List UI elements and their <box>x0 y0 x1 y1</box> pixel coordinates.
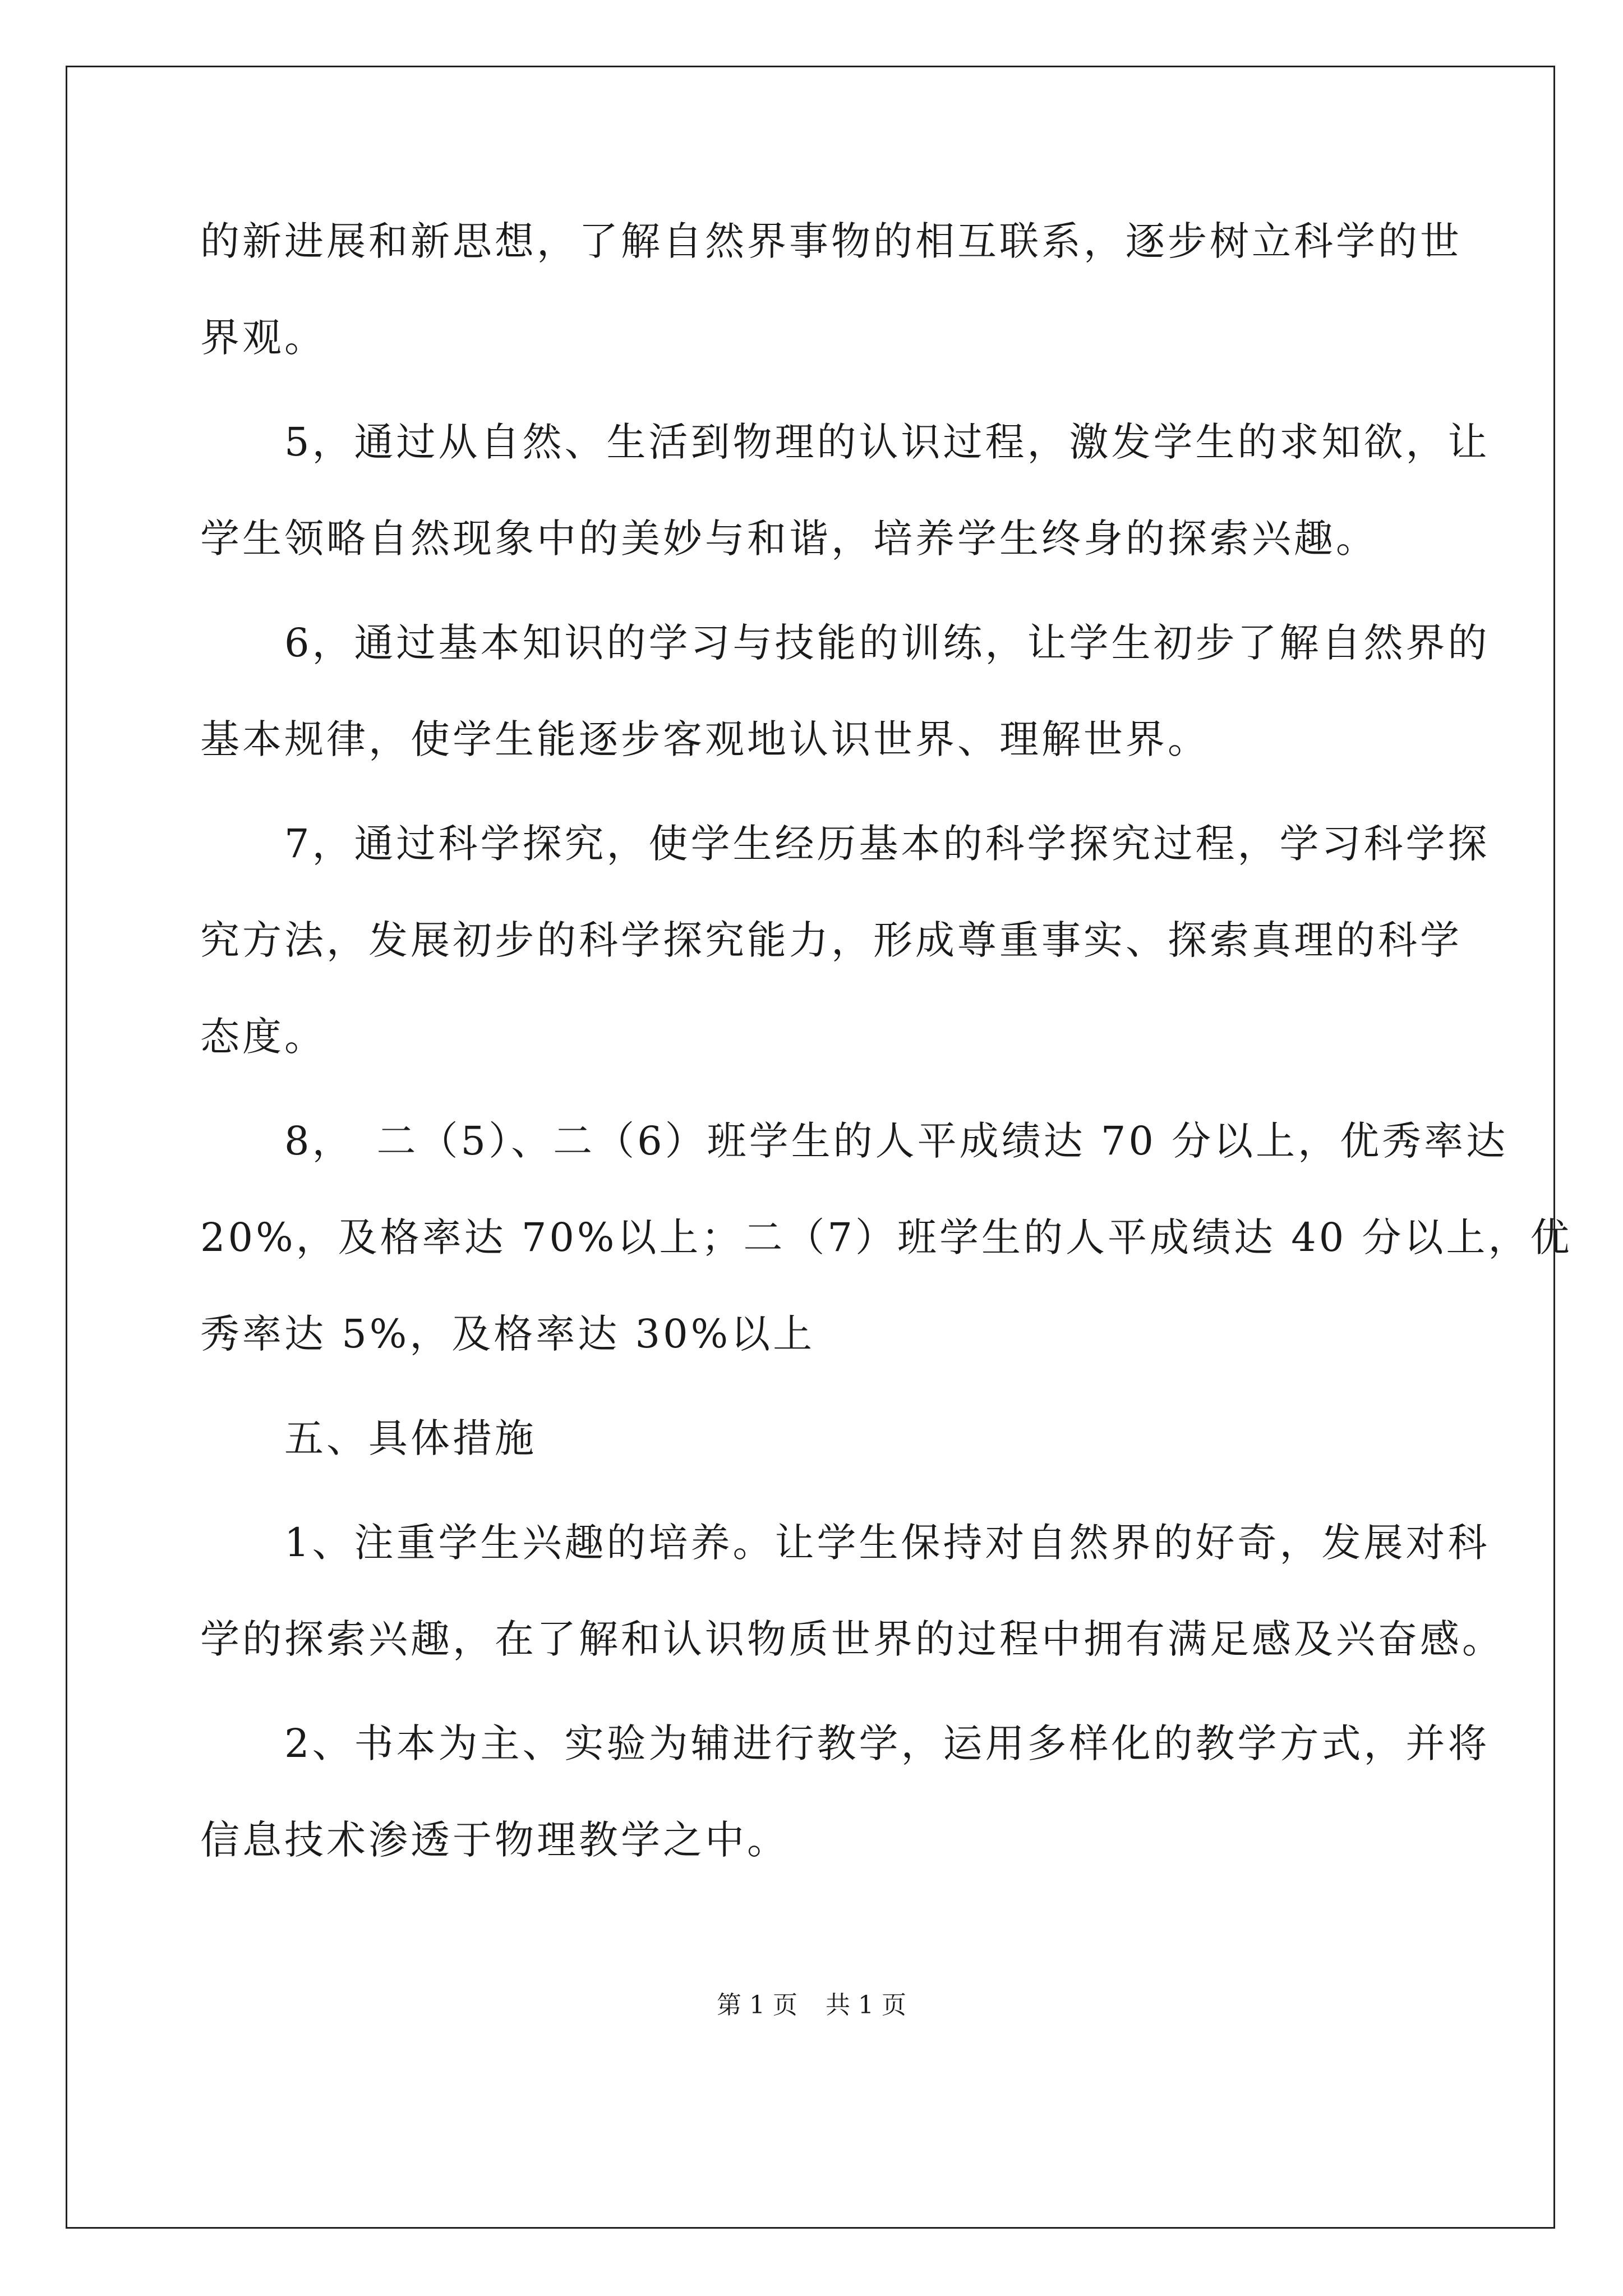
text-line: 信息技术渗透于物理教学之中。 <box>200 1817 789 1863</box>
text-line: 的新进展和新思想，了解自然界事物的相互联系，逐步树立科学的世 <box>200 218 1462 264</box>
section-heading: 五、具体措施 <box>284 1415 537 1461</box>
page-number: 第 1 页 <box>717 1991 797 2019</box>
text-line: 究方法，发展初步的科学探究能力，形成尊重事实、探索真理的科学 <box>200 917 1462 963</box>
text-line: 20%，及格率达 70%以上；二（7）班学生的人平成绩达 40 分以上，优 <box>200 1214 1573 1260</box>
text-line: 1、注重学生兴趣的培养。让学生保持对自然界的好奇，发展对科 <box>284 1520 1490 1566</box>
text-line: 界观。 <box>200 315 326 361</box>
text-line: 学生领略自然现象中的美妙与和谐，培养学生终身的探索兴趣。 <box>200 516 1378 562</box>
page-total: 共 1 页 <box>826 1991 906 2019</box>
text-line: 7，通过科学探究，使学生经历基本的科学探究过程，学习科学探 <box>284 821 1490 867</box>
text-line: 学的探索兴趣，在了解和认识物质世界的过程中拥有满足感及兴奋感。 <box>200 1616 1504 1662</box>
text-line: 基本规律，使学生能逐步客观地认识世界、理解世界。 <box>200 716 1210 762</box>
text-line: 2、书本为主、实验为辅进行教学，运用多样化的教学方式，并将 <box>284 1720 1490 1766</box>
text-line: 态度。 <box>200 1014 326 1060</box>
text-line: 秀率达 5%，及格率达 30%以上 <box>200 1311 815 1357</box>
page-footer <box>0 1989 1623 2022</box>
text-line: 5，通过从自然、生活到物理的认识过程，激发学生的求知欲，让 <box>284 419 1490 465</box>
text-line: 8， 二（5）、二（6）班学生的人平成绩达 70 分以上，优秀率达 <box>284 1118 1509 1164</box>
text-line: 6，通过基本知识的学习与技能的训练，让学生初步了解自然界的 <box>284 620 1490 666</box>
